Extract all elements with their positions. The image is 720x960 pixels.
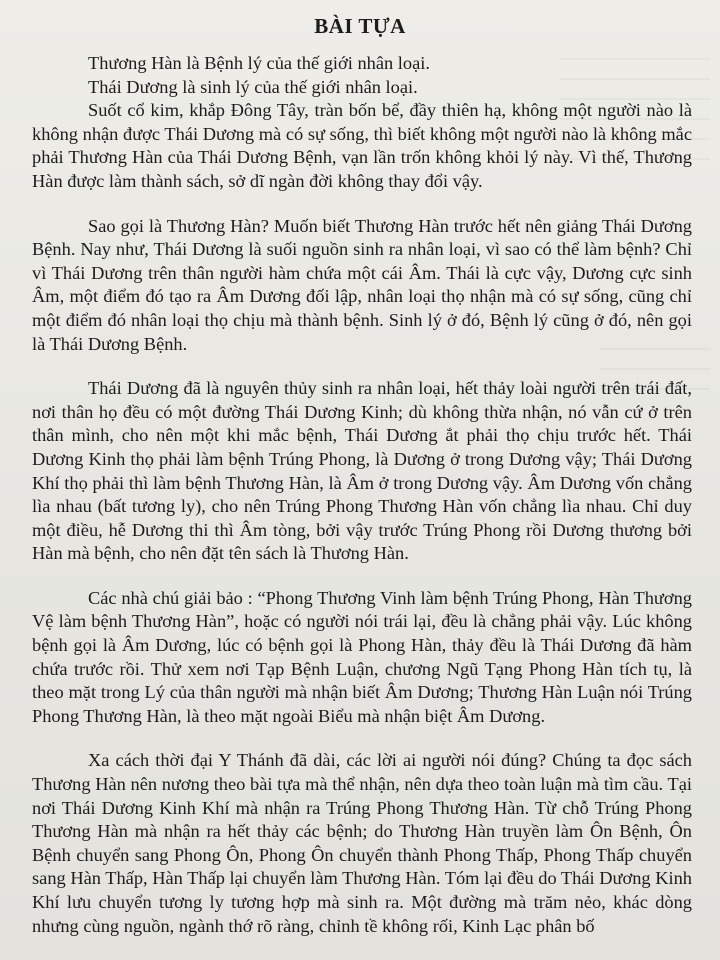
preface-body: [32, 52, 692, 938]
opening-line-2: Thái Dương là sinh lý của thế giới nhân loại.: [88, 76, 418, 97]
page-title: BÀI TỰA: [314, 14, 406, 38]
paragraph-2: Sao gọi là Thương Hàn? Muốn biết Thương Hàn trước hết nên giảng Thái Dương Bệnh. Nay như, Thái Dương là suối nguồn sinh ra nhân loại, vì sao có thể làm bệnh? Chỉ vì Thái Dương trên thân người hàm chứa một cái Âm. Thái là cực vậy, Dương cực sinh Âm, một điểm đó tạo ra Âm Dương đối lập, nhân loại thọ nhận mà có sự sống, cũng chỉ một điểm đó nhân loại thọ chịu mà thành bệnh. Sinh lý ở đó, Bệnh lý cũng ở đó, nên gọi là Thái Dương Bệnh.: [32, 215, 692, 354]
paragraph-3: Thái Dương đã là nguyên thủy sinh ra nhân loại, hết thảy loài người trên trái đất, nơi thân họ đều có một đường Thái Dương Kinh; dù không thừa nhận, nó vẫn cứ ở trên thân mình, cho nên một khi mắc bệnh, Thái Dương ắt phải thọ chịu trước hết. Thái Dương Kinh thọ phải làm bệnh Trúng Phong, là Dương ở trong Dương vậy; Thái Dương Khí thọ phải thì làm bệnh Thương Hàn, là Âm ở trong Dương vậy. Âm Dương vốn chẳng lìa nhau (bất tương ly), cho nên Trúng Phong Thương Hàn vốn chẳng lìa nhau. Chỉ duy một điều, hễ Dương thi thì Âm tòng, bởi vậy trước Trúng Phong rồi Dương thương bởi Hàn mà bệnh, cho nên đặt tên sách là Thương Hàn.: [32, 378, 692, 564]
paragraph-5: Xa cách thời đại Y Thánh đã dài, các lời ai người nói đúng? Chúng ta đọc sách Thương Hàn nên nương theo bài tựa mà thể nhận, nên dựa theo toàn luận mà tìm cầu. Tại nơi Thái Dương Kinh Khí mà nhận ra Trúng Phong Thương Hàn. Từ chỗ Trúng Phong Thương Hàn mà nhận ra hết thảy các bệnh; do Thương Hàn truyền làm Ôn Bệnh, Ôn Bệnh chuyển sang Phong Ôn, Phong Ôn chuyển thành Phong Thấp, Phong Thấp chuyển sang Hàn Thấp, Hàn Thấp lại chuyển làm Thương Hàn. Tóm lại đều do Thái Dương Kinh Khí lưu chuyển tương ly tương hợp mà sinh ra. Một đường mà trăm nẻo, khác dòng nhưng cùng nguồn, ngành thớ rõ ràng, chỉnh tề không rối, Kinh Lạc phân bố: [32, 750, 692, 936]
paragraph-1: Suốt cổ kim, khắp Đông Tây, tràn bốn bể, đầy thiên hạ, không một người nào là không nhận được Thái Dương mà có sự sống, thì biết không một người nào là không mắc phải Thương Hàn của Thái Dương Bệnh, vạn lần trốn không khỏi lý này. Vì thế, Thương Hàn được làm thành sách, sở dĩ ngàn đời không thay đổi vậy.: [32, 100, 692, 191]
opening-line-1: Thương Hàn là Bệnh lý của thế giới nhân loại.: [88, 53, 430, 73]
paragraph-4: Các nhà chú giải bảo : “Phong Thương Vinh làm bệnh Trúng Phong, Hàn Thương Vệ làm bệnh Thương Hàn”, hoặc có người nói trái lại, đều là chẳng phải vậy. Lúc không bệnh gọi là Âm Dương, lúc có bệnh gọi là Phong Hàn, thảy đều là Thái Dương đã hàm chứa trước rồi. Thử xem nơi Tạp Bệnh Luận, chương Ngũ Tạng Phong Hàn tích tụ, là theo mặt trong Lý của thân người mà nhận biết Âm Dương; Thương Hàn Luận nói Trúng Phong Thương Hàn, là theo mặt ngoài Biểu mà nhận biệt Âm Dương.: [32, 587, 692, 726]
